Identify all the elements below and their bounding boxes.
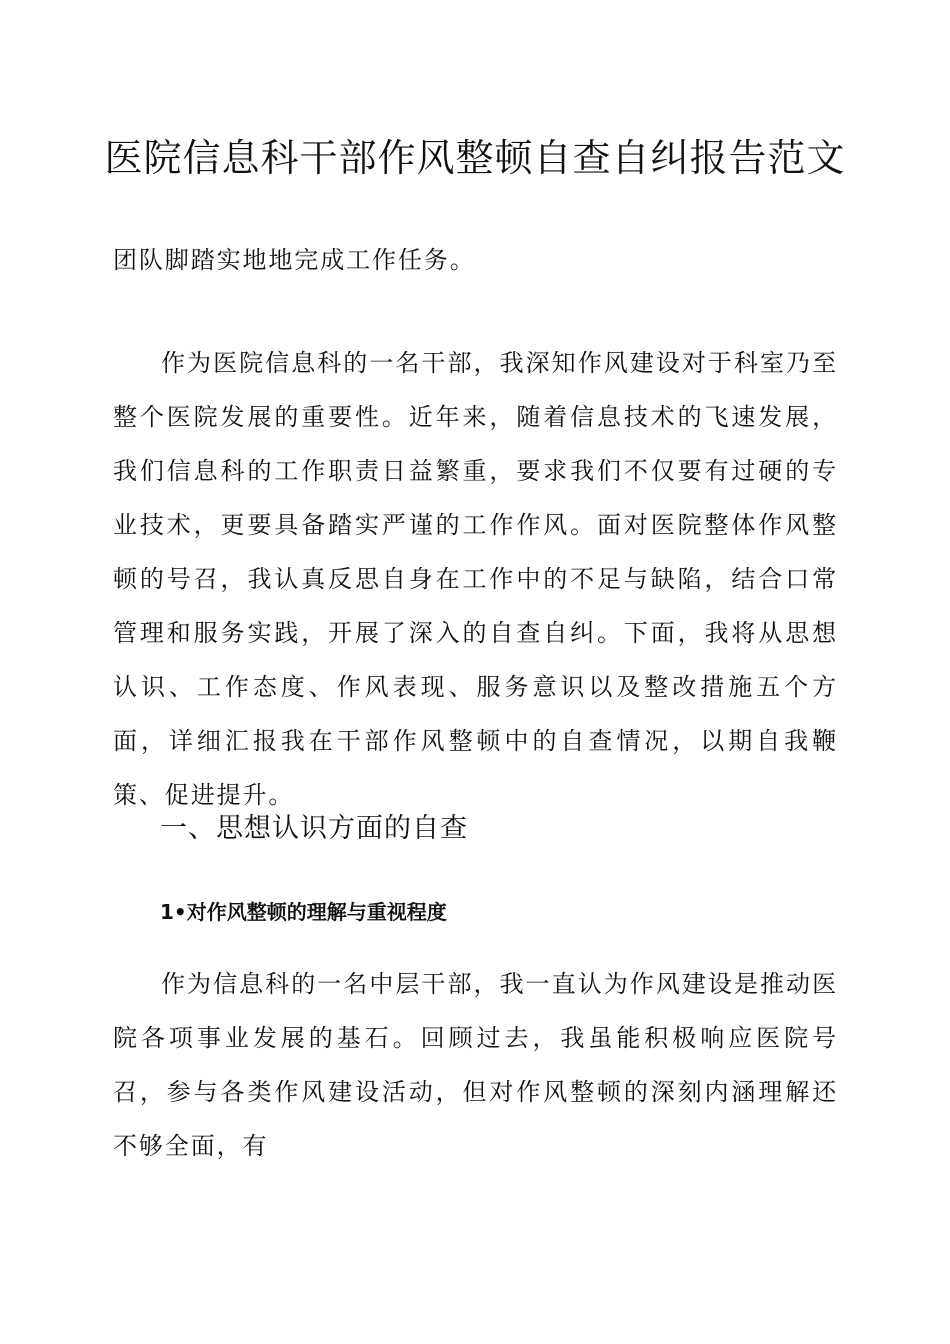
subsection-heading: 1•对作风整顿的理解与重视程度: [160, 900, 447, 924]
paragraph-section1: 作为信息科的一名中层干部，我一直认为作风建设是推动医院各项事业发展的基石。回顾过去，我虽能积极响应医院号召，参与各类作风建设活动，但对作风整顿的深刻内涵理解还不够全面，有: [113, 970, 838, 1160]
document-title: 医院信息科干部作风整顿自查自纠报告范文: [104, 136, 846, 180]
paragraph-intro: 作为医院信息科的一名干部，我深知作风建设对于科室乃至整个医院发展的重要性。近年来，随着信息技术的飞速发展，我们信息科的工作职责日益繁重，要求我们不仅要有过硬的专业技术，更要具备踏实严谨的工作作风。面对医院整体作风整顿的号召，我认真反思自身在工作中的不足与缺陷，结合口常管理和服务实践，开展了深入的自查自纠。下面，我将从思想认识、工作态度、作风表现、服务意识以及整改措施五个方面，详细汇报我在干部作风整顿中的自查情况，以期自我鞭策、促进提升。: [113, 349, 838, 809]
paragraph-continued: 团队脚踏实地地完成工作任务。: [113, 246, 476, 274]
section-heading: 一、思想认识方面的自查: [160, 813, 468, 844]
